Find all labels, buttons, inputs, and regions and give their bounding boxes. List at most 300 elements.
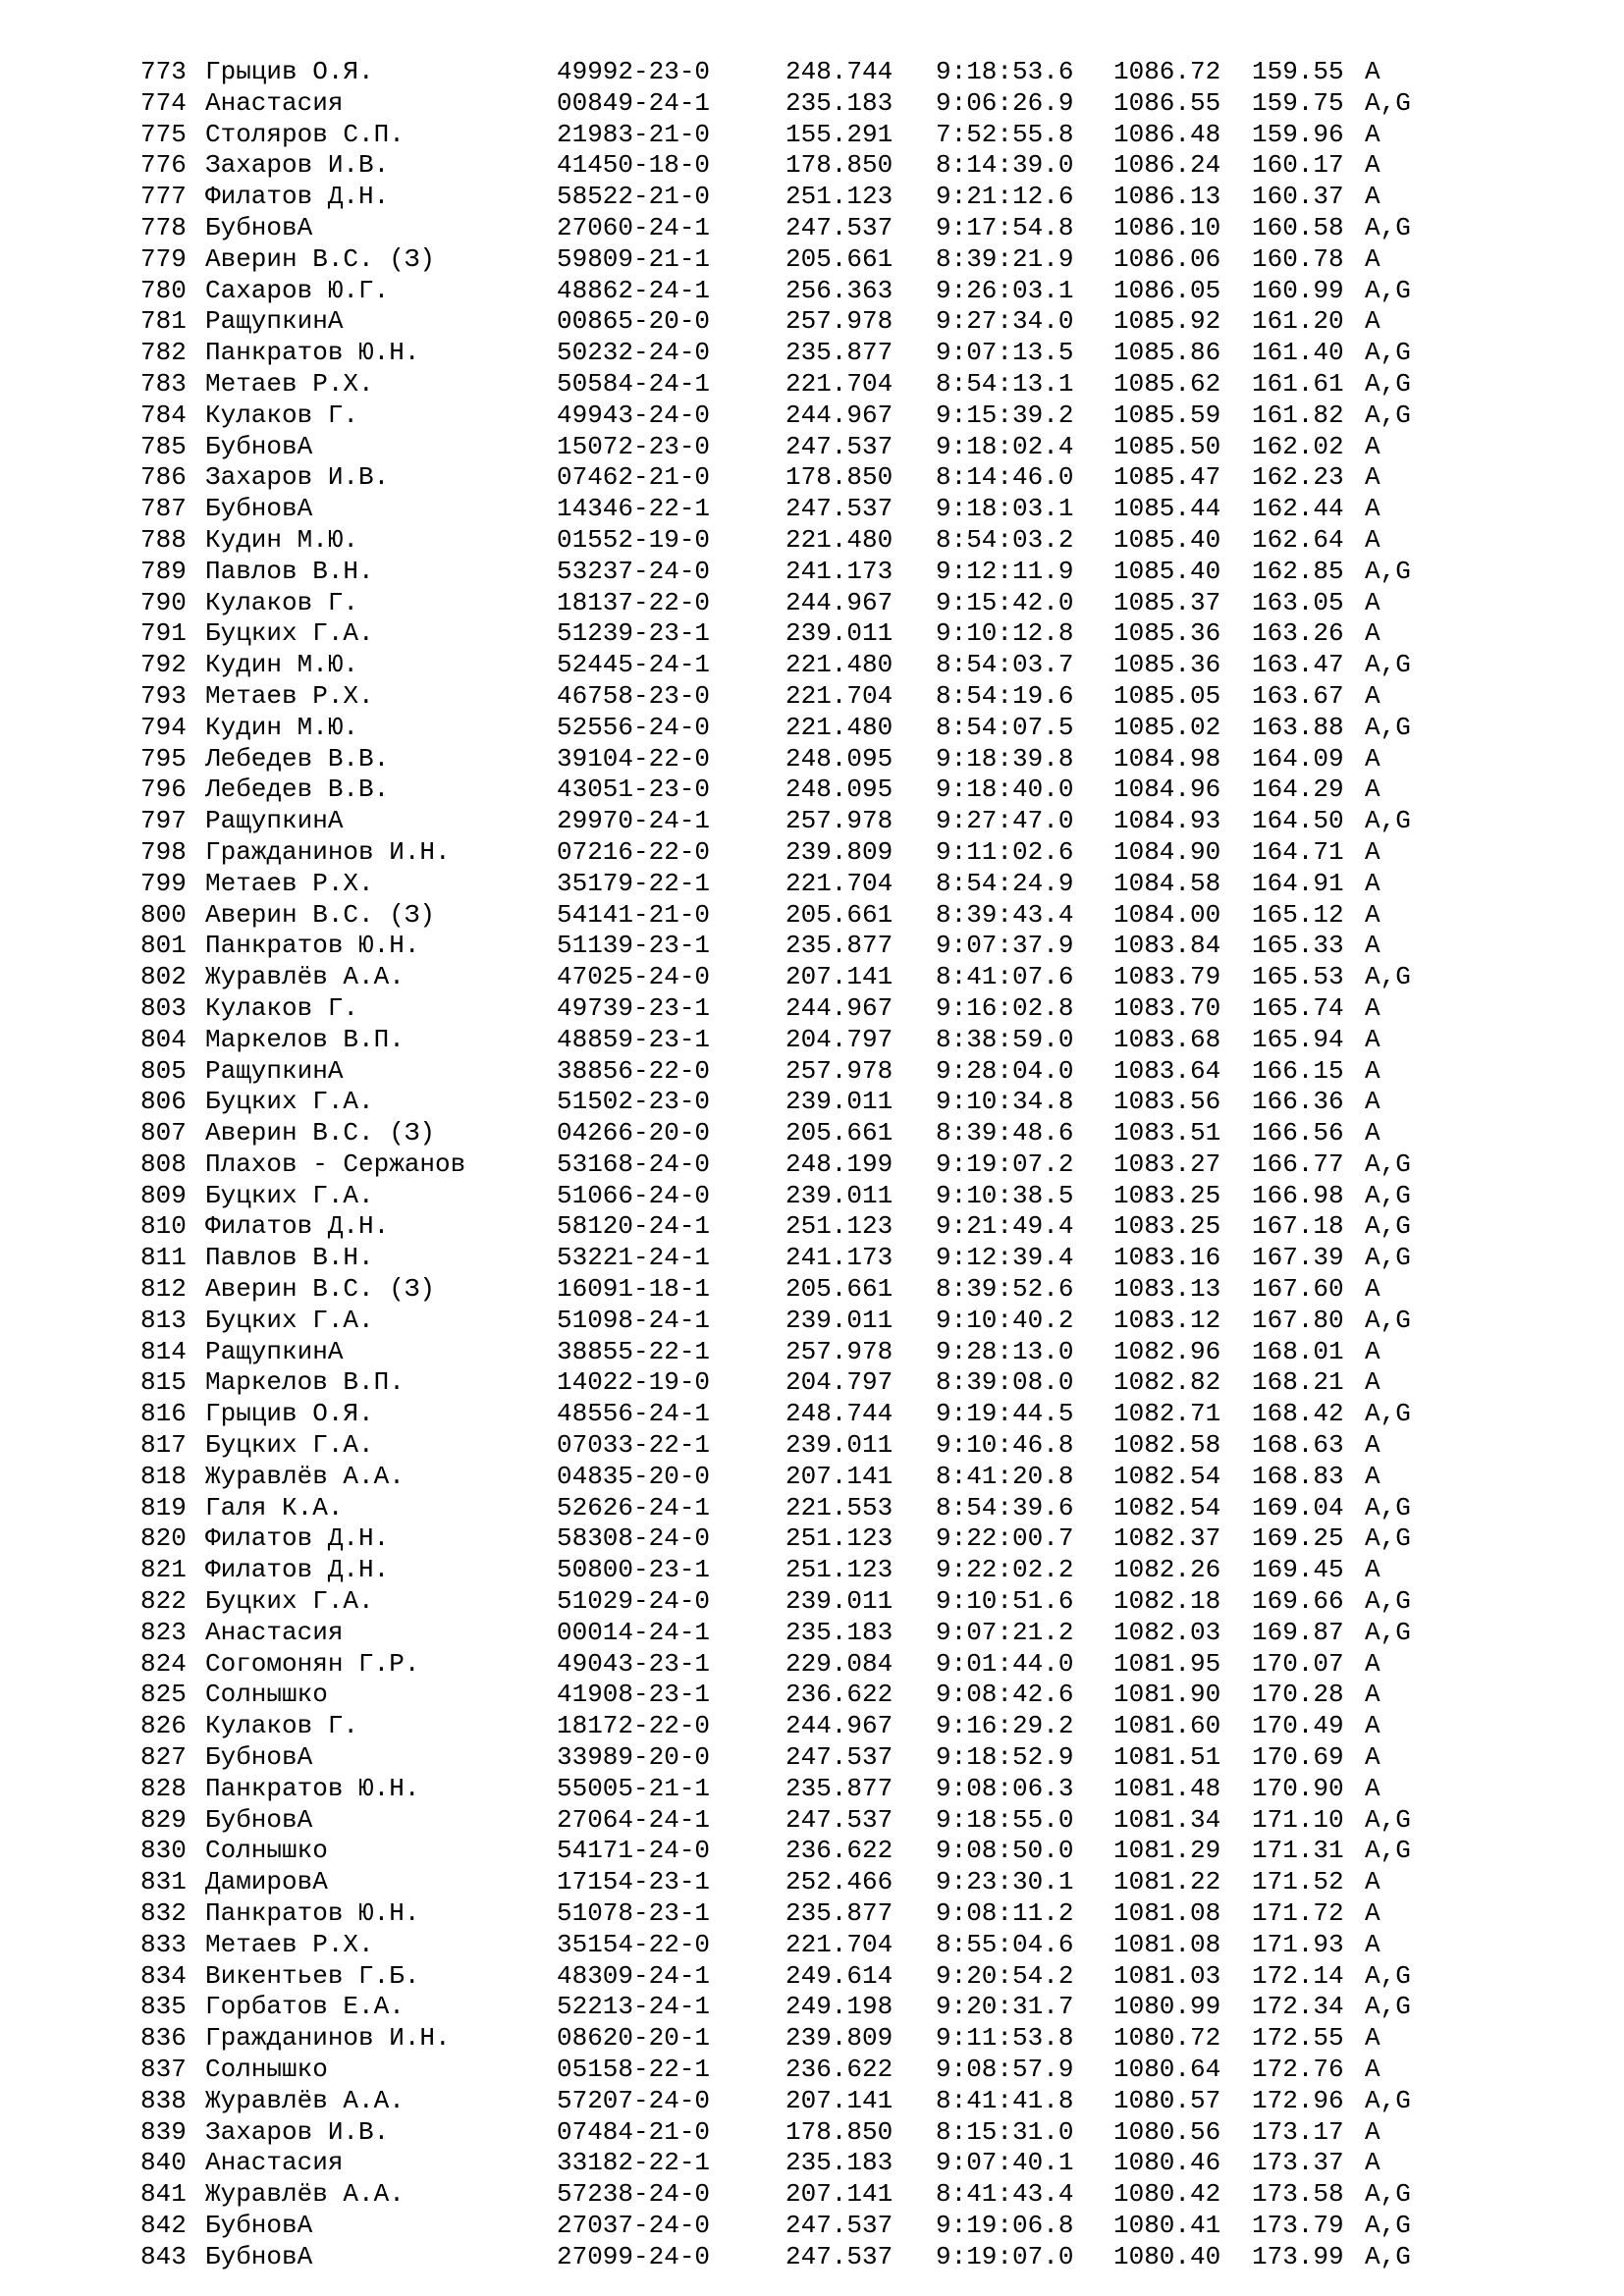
cell-ring: 41450-18-0: [557, 150, 711, 181]
cell-time: 9:18:40.0: [936, 774, 1074, 805]
cell-place: 833: [140, 1929, 187, 1959]
cell-time: 9:20:31.7: [936, 1992, 1074, 2022]
cell-speed: 1085.05: [1113, 680, 1221, 711]
cell-time: 9:10:40.2: [936, 1305, 1074, 1335]
cell-name: Буцких Г.А.: [205, 1305, 374, 1335]
cell-coef: 161.20: [1252, 306, 1344, 337]
cell-coef: 160.78: [1252, 243, 1344, 274]
cell-flag: A,G: [1365, 1804, 1411, 1835]
cell-time: 9:28:04.0: [936, 1055, 1074, 1086]
cell-speed: 1082.54: [1113, 1461, 1221, 1491]
cell-speed: 1085.36: [1113, 650, 1221, 680]
cell-coef: 172.96: [1252, 2085, 1344, 2115]
cell-coef: 166.15: [1252, 1055, 1344, 1086]
cell-speed: 1084.58: [1113, 868, 1221, 898]
cell-place: 820: [140, 1523, 187, 1554]
cell-time: 8:39:52.6: [936, 1274, 1074, 1305]
cell-flag: A: [1365, 57, 1380, 86]
cell-flag: A: [1365, 1898, 1380, 1929]
cell-place: 790: [140, 587, 187, 617]
cell-distance: 207.141: [785, 2179, 893, 2210]
cell-flag: A: [1365, 150, 1380, 181]
cell-distance: 205.661: [785, 1118, 893, 1148]
cell-coef: 169.25: [1252, 1523, 1344, 1554]
cell-place: 809: [140, 1180, 187, 1210]
cell-speed: 1086.06: [1113, 243, 1221, 274]
cell-ring: 51098-24-1: [557, 1305, 711, 1335]
cell-ring: 50232-24-0: [557, 338, 711, 368]
cell-speed: 1085.37: [1113, 587, 1221, 617]
cell-place: 807: [140, 1118, 187, 1148]
cell-coef: 161.82: [1252, 400, 1344, 430]
cell-distance: 155.291: [785, 119, 893, 149]
cell-speed: 1083.70: [1113, 992, 1221, 1023]
cell-coef: 168.42: [1252, 1399, 1344, 1429]
cell-name: БубновА: [205, 1804, 313, 1835]
cell-name: БубновА: [205, 1742, 313, 1773]
cell-place: 843: [140, 2241, 187, 2271]
cell-distance: 205.661: [785, 243, 893, 274]
cell-ring: 33182-22-1: [557, 2148, 711, 2178]
cell-time: 9:18:03.1: [936, 494, 1074, 524]
cell-ring: 39104-22-0: [557, 743, 711, 774]
cell-flag: A: [1365, 2116, 1380, 2147]
cell-name: Согомонян Г.Р.: [205, 1648, 420, 1679]
cell-speed: 1083.84: [1113, 931, 1221, 961]
cell-distance: 239.011: [785, 618, 893, 649]
cell-speed: 1086.13: [1113, 182, 1221, 212]
cell-distance: 244.967: [785, 992, 893, 1023]
cell-time: 9:27:34.0: [936, 306, 1074, 337]
cell-flag: A,G: [1365, 87, 1411, 118]
cell-ring: 59809-21-1: [557, 243, 711, 274]
cell-ring: 00849-24-1: [557, 87, 711, 118]
cell-speed: 1085.40: [1113, 524, 1221, 555]
cell-ring: 04266-20-0: [557, 1118, 711, 1148]
cell-place: 815: [140, 1367, 187, 1398]
cell-ring: 52626-24-1: [557, 1492, 711, 1522]
cell-ring: 18172-22-0: [557, 1711, 711, 1741]
cell-flag: A: [1365, 868, 1380, 898]
cell-flag: A: [1365, 524, 1380, 555]
cell-distance: 235.183: [785, 1617, 893, 1647]
cell-speed: 1084.90: [1113, 836, 1221, 867]
cell-time: 8:54:03.7: [936, 650, 1074, 680]
cell-ring: 14346-22-1: [557, 494, 711, 524]
cell-ring: 15072-23-0: [557, 431, 711, 461]
cell-distance: 247.537: [785, 431, 893, 461]
cell-coef: 171.52: [1252, 1867, 1344, 1897]
cell-speed: 1084.96: [1113, 774, 1221, 805]
cell-speed: 1085.47: [1113, 462, 1221, 493]
cell-coef: 162.23: [1252, 462, 1344, 493]
cell-name: Кудин М.Ю.: [205, 650, 359, 680]
cell-time: 8:41:41.8: [936, 2085, 1074, 2115]
cell-coef: 173.17: [1252, 2116, 1344, 2147]
cell-time: 9:16:29.2: [936, 1711, 1074, 1741]
cell-distance: 251.123: [785, 1211, 893, 1242]
cell-coef: 161.61: [1252, 368, 1344, 399]
cell-time: 9:21:12.6: [936, 182, 1074, 212]
cell-distance: 221.480: [785, 650, 893, 680]
cell-speed: 1083.25: [1113, 1180, 1221, 1210]
cell-ring: 05158-22-1: [557, 2055, 711, 2084]
cell-speed: 1081.95: [1113, 1648, 1221, 1679]
cell-flag: A: [1365, 1367, 1380, 1398]
cell-distance: 241.173: [785, 556, 893, 586]
cell-time: 9:11:02.6: [936, 836, 1074, 867]
cell-distance: 257.978: [785, 1336, 893, 1366]
cell-name: Гражданинов И.Н.: [205, 836, 451, 867]
cell-speed: 1085.59: [1113, 400, 1221, 430]
cell-distance: 236.622: [785, 1836, 893, 1866]
cell-name: Метаев Р.Х.: [205, 368, 374, 399]
cell-distance: 207.141: [785, 1461, 893, 1491]
cell-time: 8:54:24.9: [936, 868, 1074, 898]
cell-speed: 1085.86: [1113, 338, 1221, 368]
cell-ring: 58120-24-1: [557, 1211, 711, 1242]
cell-time: 9:19:44.5: [936, 1399, 1074, 1429]
cell-flag: A: [1365, 2023, 1380, 2054]
cell-coef: 162.85: [1252, 556, 1344, 586]
cell-name: РащупкинА: [205, 1336, 344, 1366]
cell-place: 826: [140, 1711, 187, 1741]
cell-place: 817: [140, 1430, 187, 1461]
cell-distance: 248.744: [785, 57, 893, 86]
cell-place: 829: [140, 1804, 187, 1835]
cell-flag: A: [1365, 992, 1380, 1023]
cell-time: 8:15:31.0: [936, 2116, 1074, 2147]
cell-time: 8:39:48.6: [936, 1118, 1074, 1148]
cell-speed: 1082.82: [1113, 1367, 1221, 1398]
cell-place: 841: [140, 2179, 187, 2210]
cell-place: 796: [140, 774, 187, 805]
cell-name: РащупкинА: [205, 306, 344, 337]
cell-speed: 1083.68: [1113, 1024, 1221, 1054]
cell-place: 801: [140, 931, 187, 961]
cell-coef: 167.80: [1252, 1305, 1344, 1335]
cell-name: Галя К.А.: [205, 1492, 344, 1522]
cell-name: Филатов Д.Н.: [205, 182, 390, 212]
cell-flag: A,G: [1365, 1617, 1411, 1647]
cell-name: Панкратов Ю.Н.: [205, 1898, 420, 1929]
cell-ring: 27099-24-0: [557, 2241, 711, 2271]
cell-name: Журавлёв А.А.: [205, 2179, 405, 2210]
cell-place: 805: [140, 1055, 187, 1086]
cell-name: Плахов - Сержанов: [205, 1148, 466, 1179]
cell-flag: A,G: [1365, 806, 1411, 836]
cell-coef: 164.91: [1252, 868, 1344, 898]
cell-name: Кулаков Г.: [205, 1711, 359, 1741]
cell-speed: 1080.41: [1113, 2210, 1221, 2240]
cell-name: Панкратов Ю.Н.: [205, 338, 420, 368]
cell-distance: 221.704: [785, 368, 893, 399]
cell-ring: 01552-19-0: [557, 524, 711, 555]
cell-flag: A,G: [1365, 1399, 1411, 1429]
cell-flag: A,G: [1365, 338, 1411, 368]
cell-coef: 163.26: [1252, 618, 1344, 649]
cell-distance: 239.011: [785, 1087, 893, 1117]
cell-flag: A: [1365, 243, 1380, 274]
cell-ring: 35179-22-1: [557, 868, 711, 898]
cell-ring: 18137-22-0: [557, 587, 711, 617]
cell-flag: A,G: [1365, 556, 1411, 586]
cell-coef: 172.34: [1252, 1992, 1344, 2022]
cell-distance: 247.537: [785, 494, 893, 524]
cell-name: Горбатов Е.А.: [205, 1992, 405, 2022]
cell-coef: 170.49: [1252, 1711, 1344, 1741]
cell-coef: 160.58: [1252, 212, 1344, 242]
cell-speed: 1083.25: [1113, 1211, 1221, 1242]
cell-place: 785: [140, 431, 187, 461]
cell-place: 825: [140, 1680, 187, 1710]
cell-coef: 171.31: [1252, 1836, 1344, 1866]
cell-flag: A: [1365, 1648, 1380, 1679]
cell-speed: 1083.16: [1113, 1243, 1221, 1273]
cell-time: 9:20:54.2: [936, 1960, 1074, 1991]
cell-speed: 1080.99: [1113, 1992, 1221, 2022]
cell-speed: 1081.03: [1113, 1960, 1221, 1991]
cell-flag: A: [1365, 587, 1380, 617]
cell-speed: 1081.90: [1113, 1680, 1221, 1710]
cell-flag: A: [1365, 462, 1380, 493]
cell-speed: 1086.05: [1113, 275, 1221, 305]
cell-distance: 235.183: [785, 2148, 893, 2178]
cell-distance: 221.704: [785, 680, 893, 711]
cell-time: 9:07:21.2: [936, 1617, 1074, 1647]
cell-speed: 1080.42: [1113, 2179, 1221, 2210]
cell-speed: 1081.48: [1113, 1773, 1221, 1803]
cell-flag: A: [1365, 1680, 1380, 1710]
cell-name: Захаров И.В.: [205, 462, 390, 493]
cell-flag: A,G: [1365, 1211, 1411, 1242]
cell-flag: A: [1365, 1929, 1380, 1959]
cell-distance: 244.967: [785, 1711, 893, 1741]
cell-time: 8:54:03.2: [936, 524, 1074, 555]
cell-flag: A,G: [1365, 962, 1411, 992]
cell-place: 779: [140, 243, 187, 274]
cell-coef: 160.37: [1252, 182, 1344, 212]
cell-flag: A,G: [1365, 275, 1411, 305]
cell-flag: A: [1365, 2148, 1380, 2178]
cell-ring: 53168-24-0: [557, 1148, 711, 1179]
cell-place: 804: [140, 1024, 187, 1054]
cell-place: 784: [140, 400, 187, 430]
cell-distance: 247.537: [785, 2241, 893, 2271]
cell-coef: 173.99: [1252, 2241, 1344, 2271]
cell-distance: 204.797: [785, 1367, 893, 1398]
cell-coef: 165.12: [1252, 899, 1344, 930]
cell-speed: 1085.44: [1113, 494, 1221, 524]
cell-name: Анастасия: [205, 87, 344, 118]
cell-flag: A: [1365, 1773, 1380, 1803]
cell-time: 9:28:13.0: [936, 1336, 1074, 1366]
cell-place: 816: [140, 1399, 187, 1429]
cell-name: Журавлёв А.А.: [205, 2085, 405, 2115]
cell-coef: 169.66: [1252, 1586, 1344, 1617]
cell-name: Журавлёв А.А.: [205, 962, 405, 992]
cell-place: 789: [140, 556, 187, 586]
cell-flag: A: [1365, 743, 1380, 774]
cell-time: 8:14:39.0: [936, 150, 1074, 181]
cell-place: 781: [140, 306, 187, 337]
cell-ring: 07216-22-0: [557, 836, 711, 867]
cell-ring: 38855-22-1: [557, 1336, 711, 1366]
cell-time: 9:18:39.8: [936, 743, 1074, 774]
cell-coef: 163.67: [1252, 680, 1344, 711]
cell-place: 793: [140, 680, 187, 711]
cell-name: Солнышко: [205, 1836, 328, 1866]
cell-name: Кулаков Г.: [205, 400, 359, 430]
cell-name: Метаев Р.Х.: [205, 1929, 374, 1959]
cell-name: БубновА: [205, 494, 313, 524]
cell-speed: 1080.40: [1113, 2241, 1221, 2271]
cell-coef: 172.14: [1252, 1960, 1344, 1991]
cell-distance: 221.480: [785, 524, 893, 555]
cell-flag: A: [1365, 899, 1380, 930]
cell-time: 8:14:46.0: [936, 462, 1074, 493]
cell-distance: 248.199: [785, 1148, 893, 1179]
cell-speed: 1082.71: [1113, 1399, 1221, 1429]
cell-flag: A: [1365, 1430, 1380, 1461]
cell-ring: 49992-23-0: [557, 57, 711, 86]
cell-flag: A,G: [1365, 712, 1411, 742]
cell-coef: 167.60: [1252, 1274, 1344, 1305]
cell-distance: 247.537: [785, 1742, 893, 1773]
cell-distance: 204.797: [785, 1024, 893, 1054]
cell-place: 799: [140, 868, 187, 898]
cell-ring: 27064-24-1: [557, 1804, 711, 1835]
cell-ring: 51078-23-1: [557, 1898, 711, 1929]
cell-speed: 1082.58: [1113, 1430, 1221, 1461]
cell-ring: 58522-21-0: [557, 182, 711, 212]
cell-flag: A,G: [1365, 1492, 1411, 1522]
cell-place: 791: [140, 618, 187, 649]
cell-time: 8:39:43.4: [936, 899, 1074, 930]
cell-speed: 1084.93: [1113, 806, 1221, 836]
cell-distance: 249.198: [785, 1992, 893, 2022]
cell-time: 9:15:42.0: [936, 587, 1074, 617]
cell-place: 803: [140, 992, 187, 1023]
cell-flag: A: [1365, 494, 1380, 524]
cell-name: Маркелов В.П.: [205, 1024, 405, 1054]
cell-time: 9:08:06.3: [936, 1773, 1074, 1803]
cell-ring: 07484-21-0: [557, 2116, 711, 2147]
cell-time: 8:41:43.4: [936, 2179, 1074, 2210]
cell-ring: 57207-24-0: [557, 2085, 711, 2115]
cell-coef: 160.99: [1252, 275, 1344, 305]
cell-ring: 35154-22-0: [557, 1929, 711, 1959]
cell-ring: 14022-19-0: [557, 1367, 711, 1398]
cell-distance: 229.084: [785, 1648, 893, 1679]
cell-time: 9:01:44.0: [936, 1648, 1074, 1679]
cell-flag: A: [1365, 1087, 1380, 1117]
cell-time: 9:08:57.9: [936, 2055, 1074, 2084]
cell-speed: 1086.48: [1113, 119, 1221, 149]
cell-coef: 171.10: [1252, 1804, 1344, 1835]
cell-coef: 170.28: [1252, 1680, 1344, 1710]
cell-distance: 239.809: [785, 836, 893, 867]
cell-speed: 1084.98: [1113, 743, 1221, 774]
cell-coef: 172.76: [1252, 2055, 1344, 2084]
cell-ring: 58308-24-0: [557, 1523, 711, 1554]
cell-flag: A: [1365, 306, 1380, 337]
cell-ring: 51239-23-1: [557, 618, 711, 649]
cell-flag: A: [1365, 119, 1380, 149]
cell-time: 9:12:11.9: [936, 556, 1074, 586]
cell-speed: 1080.64: [1113, 2055, 1221, 2084]
cell-distance: 257.978: [785, 306, 893, 337]
cell-ring: 27037-24-0: [557, 2210, 711, 2240]
cell-distance: 251.123: [785, 1555, 893, 1585]
cell-speed: 1085.02: [1113, 712, 1221, 742]
cell-name: Буцких Г.А.: [205, 618, 374, 649]
cell-speed: 1081.29: [1113, 1836, 1221, 1866]
cell-distance: 248.095: [785, 743, 893, 774]
cell-ring: 00014-24-1: [557, 1617, 711, 1647]
cell-name: Павлов В.Н.: [205, 556, 374, 586]
cell-name: Грыцив О.Я.: [205, 57, 374, 86]
cell-flag: A,G: [1365, 2179, 1411, 2210]
cell-place: 838: [140, 2085, 187, 2115]
cell-flag: A: [1365, 1118, 1380, 1148]
cell-place: 836: [140, 2023, 187, 2054]
cell-speed: 1085.50: [1113, 431, 1221, 461]
cell-name: Кудин М.Ю.: [205, 524, 359, 555]
cell-name: БубновА: [205, 212, 313, 242]
cell-place: 776: [140, 150, 187, 181]
cell-speed: 1086.10: [1113, 212, 1221, 242]
cell-ring: 50800-23-1: [557, 1555, 711, 1585]
cell-ring: 08620-20-1: [557, 2023, 711, 2054]
cell-ring: 52556-24-0: [557, 712, 711, 742]
cell-time: 9:15:39.2: [936, 400, 1074, 430]
cell-time: 8:39:08.0: [936, 1367, 1074, 1398]
cell-ring: 57238-24-0: [557, 2179, 711, 2210]
cell-flag: A,G: [1365, 650, 1411, 680]
cell-flag: A: [1365, 1274, 1380, 1305]
cell-flag: A: [1365, 1461, 1380, 1491]
cell-distance: 244.967: [785, 587, 893, 617]
cell-ring: 51502-23-0: [557, 1087, 711, 1117]
cell-speed: 1080.46: [1113, 2148, 1221, 2178]
cell-speed: 1083.51: [1113, 1118, 1221, 1148]
cell-speed: 1085.62: [1113, 368, 1221, 399]
cell-name: Захаров И.В.: [205, 2116, 390, 2147]
cell-time: 9:18:53.6: [936, 57, 1074, 86]
cell-ring: 07033-22-1: [557, 1430, 711, 1461]
cell-time: 8:54:13.1: [936, 368, 1074, 399]
cell-speed: 1082.26: [1113, 1555, 1221, 1585]
cell-place: 787: [140, 494, 187, 524]
cell-ring: 52213-24-1: [557, 1992, 711, 2022]
cell-flag: A: [1365, 836, 1380, 867]
cell-coef: 173.79: [1252, 2210, 1344, 2240]
cell-speed: 1082.96: [1113, 1336, 1221, 1366]
cell-place: 780: [140, 275, 187, 305]
cell-speed: 1081.08: [1113, 1898, 1221, 1929]
cell-place: 806: [140, 1087, 187, 1117]
cell-flag: A: [1365, 1555, 1380, 1585]
cell-place: 778: [140, 212, 187, 242]
cell-ring: 51066-24-0: [557, 1180, 711, 1210]
cell-time: 9:11:53.8: [936, 2023, 1074, 2054]
cell-ring: 38856-22-0: [557, 1055, 711, 1086]
cell-name: ДамировА: [205, 1867, 328, 1897]
cell-time: 9:10:46.8: [936, 1430, 1074, 1461]
cell-time: 8:39:21.9: [936, 243, 1074, 274]
cell-coef: 171.72: [1252, 1898, 1344, 1929]
